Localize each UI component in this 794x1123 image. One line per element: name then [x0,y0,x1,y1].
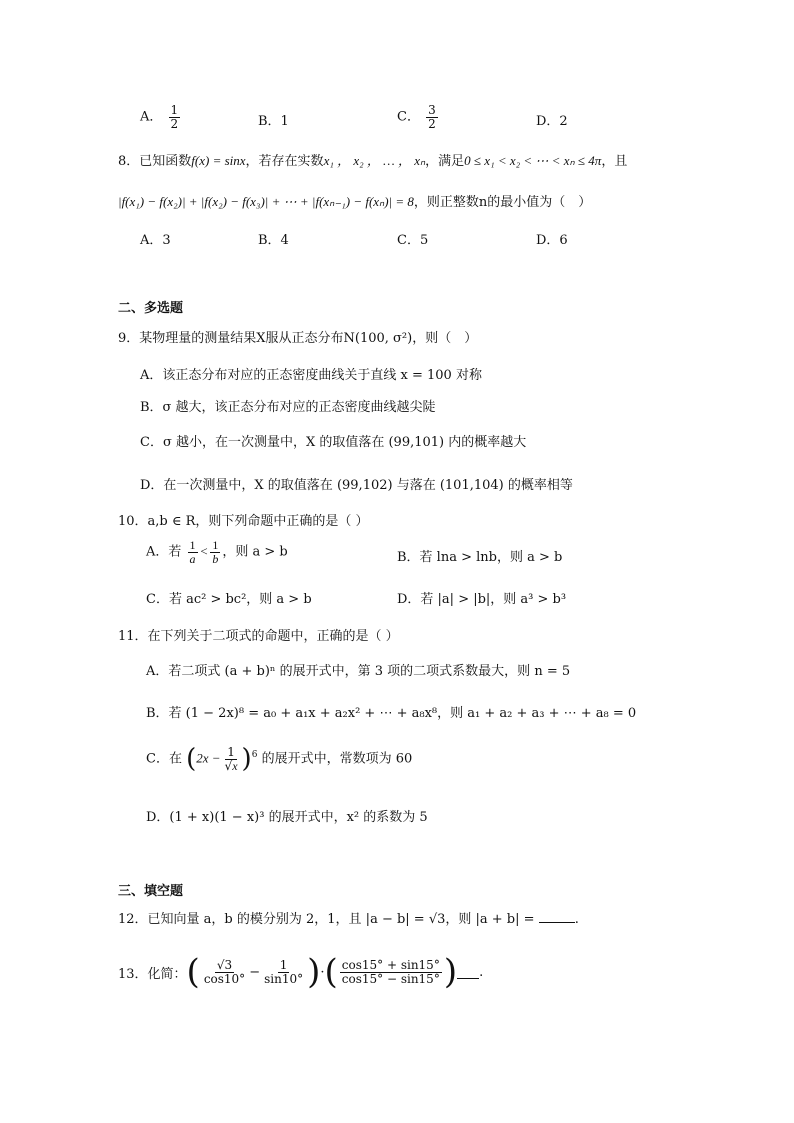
q9-option-b: B．σ 越大，该正态分布对应的正态密度曲线越尖陡 [140,400,436,415]
q7-option-c: C． $\frac{3}{2}$ [397,103,436,131]
q7-option-b: B．1 [258,114,289,129]
q10-option-b: B．若 lna > lnb，则 a > b [397,550,563,565]
q10-option-d: D．若 |a| > |b|，则 a³ > b³ [397,592,567,607]
q13-answer-blank[interactable] [457,966,479,979]
q7-option-d: D．2 [536,114,568,129]
q8-option-c: C．5 [397,233,429,248]
q8-line2: |f(x₁) − f(x₂)| + |f(x₂) − f(x₃)| + ⋯ + |f(xₙ₋₁) − f(xₙ)| = 8，则正整数n的最小值为（ ） [118,194,592,210]
q11-option-b: B．若 (1 − 2x)⁸ = a₀ + a₁x + a₂x² + ⋯ + a₈x⁸，则 a₁ + a₂ + a₃ + ⋯ + a₈ = 0 [146,706,637,721]
q12-answer-blank[interactable] [539,910,575,923]
q9-option-c: C．σ 越小，在一次测量中，X 的取值落在 (99,101) 内的概率越大 [140,435,527,450]
q9-option-d: D．在一次测量中，X 的取值落在 (99,102) 与落在 (101,104) 的概率相等 [140,478,573,493]
q11-option-a: A．若二项式 (a + b)ⁿ 的展开式中，第 3 项的二项式系数最大，则 n = 5 [146,664,571,679]
q9-stem: 9．某物理量的测量结果X服从正态分布N(100, σ²)，则（ ） [118,331,478,346]
q8-line1: 8．已知函数f(x) = sinx，若存在实数x₁ ， x₂ ， … ， xₙ，满足0 ≤ x₁ < x₂ < ⋯ < xₙ ≤ 4π，且 [118,153,628,169]
q8-option-b: B．4 [258,233,289,248]
section-multi-choice-heading: 二、多选题 [118,301,184,316]
q12-text: 12．已知向量 a，b 的模分别为 2，1，且 |a − b| = √3，则 |a + b| = . [118,912,579,927]
q13-text: 13．化简： ( $\frac{√3}{\cos 10^\circ}$ − $\frac{1}{\sin 10^\circ}$ ) · ( $\frac{\cos 15^\circ + \sin 15^\circ}{\cos 15^\circ - \sin 15^\circ}$ ) . [118,952,484,992]
q7-option-a: A． $\frac{1}{2}$ [140,103,179,131]
q10-option-a: A．若 $\frac{1}{a}$ < $\frac{1}{b}$ ，则 a > b [146,538,288,566]
q8-option-d: D．6 [536,233,568,248]
q10-stem: 10．a,b ∈ R，则下列命题中正确的是（ ） [118,514,369,529]
q9-option-a: A．该正态分布对应的正态密度曲线关于直线 x = 100 对称 [140,368,482,383]
q8-option-a: A．3 [140,233,171,248]
q11-option-c: C．在 (2x − $\frac{1}{√x}$ )$^6$ 的展开式中，常数项为 60 [146,744,413,774]
q10-option-c: C．若 ac² > bc²，则 a > b [146,592,312,607]
q11-option-d: D．(1 + x)(1 − x)³ 的展开式中，x² 的系数为 5 [146,810,428,825]
q11-stem: 11．在下列关于二项式的命题中，正确的是（ ） [118,629,399,644]
section-fill-blank-heading: 三、填空题 [118,884,184,899]
